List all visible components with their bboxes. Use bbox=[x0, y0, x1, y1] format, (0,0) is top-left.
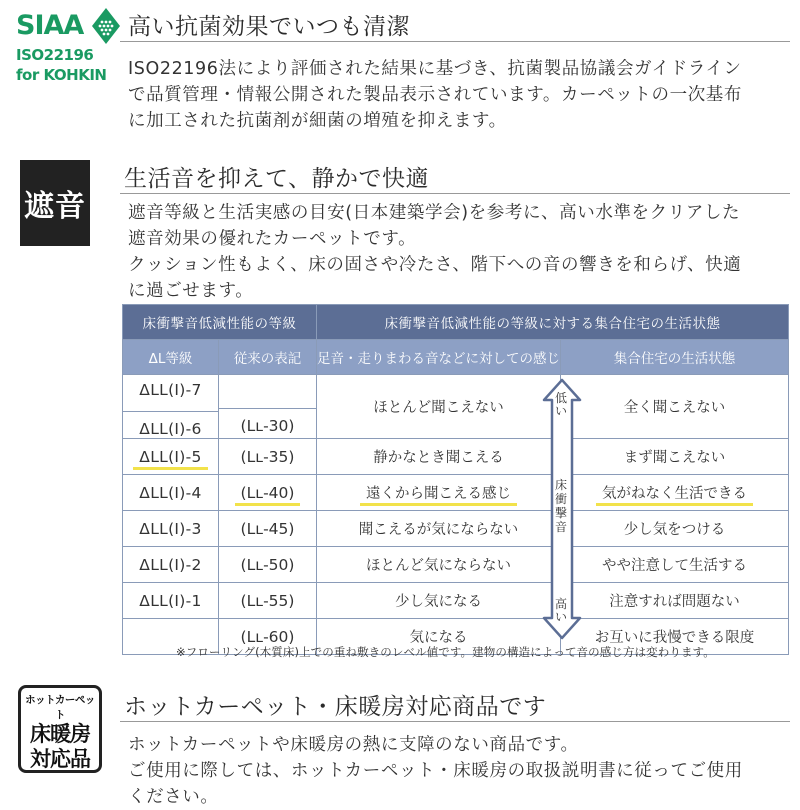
section3-line: ご使用に際しては、ホットカーペット・床暖房の取扱説明書に従ってご使用 bbox=[128, 761, 743, 781]
section1-line: ISO22196法により評価された結果に基づき、抗菌製品協議会ガイドライン bbox=[128, 59, 742, 79]
section3-body bbox=[128, 732, 798, 810]
feel-cell: 聞こえるが気にならない bbox=[317, 511, 561, 547]
life-cell: 気がねなく生活できる bbox=[561, 475, 789, 511]
section2-divider bbox=[120, 193, 790, 194]
conv-cell: (Lʟ-50) bbox=[219, 547, 317, 583]
section1-body bbox=[128, 56, 798, 134]
level-label: ΔLL(I)-6 bbox=[123, 411, 218, 438]
section1-line: に加工された抗菌剤が細菌の増殖を抑えます。 bbox=[128, 111, 507, 131]
arrow-label-low: 低 い bbox=[554, 391, 567, 418]
table-header-row-2 bbox=[123, 340, 789, 375]
col-header-living: 集合住宅の生活状態 bbox=[561, 340, 789, 375]
table-row bbox=[123, 439, 789, 475]
section3-title: ホットカーペット・床暖房対応商品です bbox=[124, 694, 547, 720]
sound-insulation-badge: 遮音 bbox=[20, 160, 90, 246]
conv-cell: (Lʟ-55) bbox=[219, 583, 317, 619]
hot-carpet-badge bbox=[18, 685, 102, 773]
life-cell: やや注意して生活する bbox=[561, 547, 789, 583]
feel-cell: 静かなとき聞こえる bbox=[317, 439, 561, 475]
table-footnote: ※フローリング(木質床)上での重ね敷きのレベル値です。建物の構造によって音の感じ方は変わります。 bbox=[176, 645, 715, 659]
section3-divider bbox=[120, 721, 790, 722]
siaa-brand: SIAA bbox=[16, 10, 84, 41]
feel-cell: ほとんど気にならない bbox=[317, 547, 561, 583]
feel-cell: 遠くから聞こえる感じ bbox=[317, 475, 561, 511]
life-cell: お互いに我慢できる限度 bbox=[561, 619, 789, 655]
level-cell: ΔLL(I)-1 bbox=[123, 583, 219, 619]
arrow-label-mid: 床 衝 撃 音 bbox=[554, 478, 567, 534]
table-row bbox=[123, 583, 789, 619]
table-row bbox=[123, 475, 789, 511]
table-row bbox=[123, 511, 789, 547]
life-cell: 注意すれば問題ない bbox=[561, 583, 789, 619]
conv-cell: (Lʟ-30) bbox=[219, 375, 317, 439]
badge-line-3: 対応品 bbox=[30, 747, 90, 771]
level-cell: ΔLL(I)-4 bbox=[123, 475, 219, 511]
life-cell: まず聞こえない bbox=[561, 439, 789, 475]
siaa-mark-icon bbox=[86, 4, 124, 48]
col-header-feeling: 足音・走りまわる音などに対しての感じ bbox=[317, 340, 561, 375]
life-cell: 全く聞こえない bbox=[561, 375, 789, 439]
table-header-right: 床衝撃音低減性能の等級に対する集合住宅の生活状態 bbox=[317, 305, 789, 340]
conv-cell: (Lʟ-45) bbox=[219, 511, 317, 547]
section2-body bbox=[128, 200, 798, 304]
section2-line: 遮音効果の優れたカーペットです。 bbox=[128, 229, 417, 249]
conv-cell: (Lʟ-60) bbox=[219, 619, 317, 655]
col-header-level: ΔL等級 bbox=[123, 340, 219, 375]
conv-cell: (Lʟ-40) bbox=[219, 475, 317, 511]
section2-line: クッション性もよく、床の固さや冷たさ、階下への音の響きを和らげ、快適 bbox=[128, 255, 742, 275]
section2-line: に過ごせます。 bbox=[128, 281, 254, 301]
section2-line: 遮音等級と生活実感の目安(日本建築学会)を参考に、高い水準をクリアした bbox=[128, 203, 741, 223]
feel-cell: ほとんど聞こえない bbox=[317, 375, 561, 439]
badge-line-2: 床暖房 bbox=[30, 722, 90, 746]
level-label: ΔLL(I)-5 bbox=[133, 448, 207, 470]
section1-title: 高い抗菌効果でいつも清潔 bbox=[128, 14, 410, 40]
level-cell: ΔLL(I)-2 bbox=[123, 547, 219, 583]
sound-level-table bbox=[122, 304, 789, 655]
section1-line: で品質管理・情報公開された製品表示されています。カーペットの一次基布 bbox=[128, 85, 742, 105]
conv-cell: (Lʟ-35) bbox=[219, 439, 317, 475]
level-cell: ΔLL(I)-3 bbox=[123, 511, 219, 547]
siaa-tagline: for KOHKIN bbox=[16, 66, 107, 84]
level-label: ΔLL(I)-7 bbox=[139, 381, 202, 399]
siaa-logo bbox=[14, 4, 114, 90]
level-cell bbox=[123, 439, 219, 475]
level-cell bbox=[123, 375, 219, 439]
badge-line-1: ホットカーペット bbox=[25, 694, 95, 721]
table-header-row-1 bbox=[123, 305, 789, 340]
life-cell: 少し気をつける bbox=[561, 511, 789, 547]
section2-title: 生活音を抑えて、静かで快適 bbox=[124, 166, 430, 192]
section3-line: ください。 bbox=[128, 787, 219, 807]
feel-cell: 少し気になる bbox=[317, 583, 561, 619]
table-header-left: 床衝撃音低減性能の等級 bbox=[123, 305, 317, 340]
table-row bbox=[123, 547, 789, 583]
section3-line: ホットカーペットや床暖房の熱に支障のない商品です。 bbox=[128, 735, 579, 755]
arrow-label-high: 高 い bbox=[554, 597, 567, 624]
siaa-standard: ISO22196 bbox=[16, 46, 94, 64]
feel-cell: 気になる bbox=[317, 619, 561, 655]
section1-divider bbox=[120, 41, 790, 42]
col-header-conventional: 従来の表記 bbox=[219, 340, 317, 375]
